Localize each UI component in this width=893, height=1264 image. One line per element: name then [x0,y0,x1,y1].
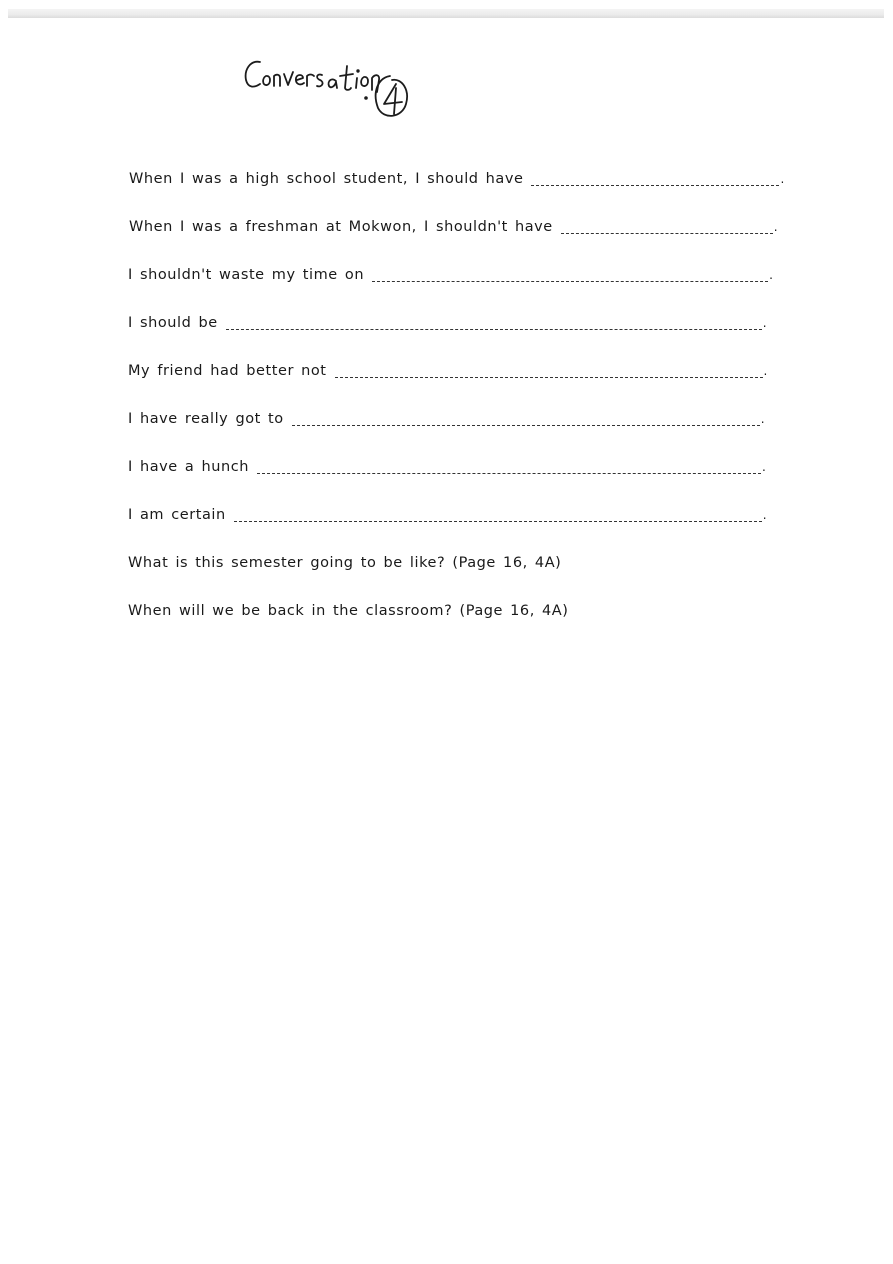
question-text: What is this semester going to be like? (Page 16, 4A) [128,555,562,571]
prompt-text: I shouldn't waste my time on [128,267,365,283]
prompt-line-8 [128,507,767,529]
prompt-line-1 [129,171,785,193]
answer-blank[interactable] [226,329,762,330]
answer-blank[interactable] [531,185,779,186]
prompt-text: I am certain [128,507,226,523]
handwritten-title-svg [240,48,420,128]
handwritten-title [240,48,420,128]
question-line-2 [128,603,568,625]
answer-blank[interactable] [372,281,768,282]
prompt-line-2 [129,219,778,241]
answer-blank[interactable] [234,521,762,522]
prompt-text: When I was a freshman at Mokwon, I shouldn't have [129,219,553,235]
prompt-text: My friend had better not [128,363,327,379]
answer-blank[interactable] [561,233,773,234]
prompt-period: . [769,268,774,282]
prompt-line-3 [128,267,773,289]
prompt-line-6 [128,411,765,433]
prompt-period: . [780,172,785,186]
prompt-period: . [762,460,767,474]
prompt-text: I should be [128,315,218,331]
prompt-period: . [763,364,768,378]
prompt-period: . [762,508,768,522]
answer-blank[interactable] [335,377,763,378]
answer-blank[interactable] [292,425,760,426]
prompt-period: . [760,412,766,426]
prompt-period: . [762,316,768,330]
prompt-line-7 [128,459,766,481]
scan-edge [8,9,884,18]
prompt-text: I have a hunch [128,459,249,475]
question-line-1 [128,555,561,577]
prompt-period: . [773,220,779,234]
prompt-line-5 [128,363,768,385]
prompt-text: I have really got to [128,411,284,427]
answer-blank[interactable] [257,473,761,474]
question-text: When will we be back in the classroom? (Page 16, 4A) [128,603,569,619]
prompt-line-4 [128,315,767,337]
prompt-text: When I was a high school student, I should have [129,171,524,187]
